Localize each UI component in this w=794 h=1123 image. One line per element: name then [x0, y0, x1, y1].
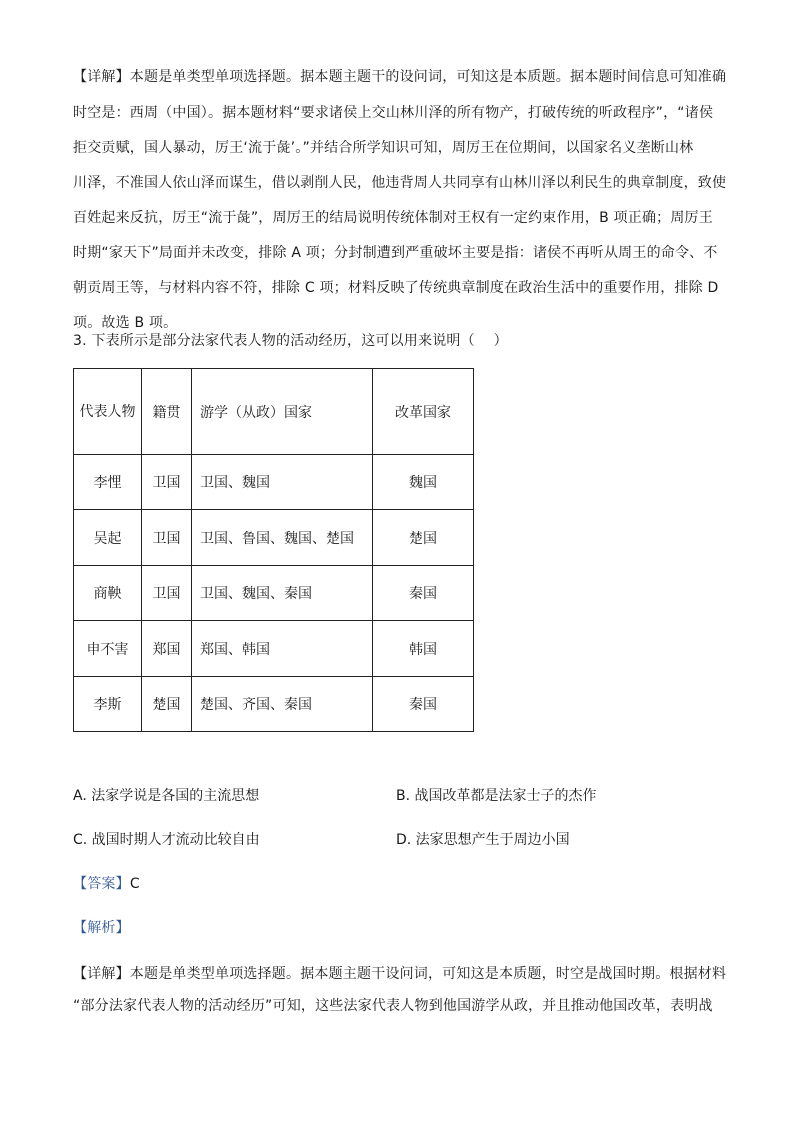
table-cell: 卫国、魏国	[192, 455, 373, 510]
detail-line: 时空是：西周（中国）。据本题材料“要求诸侯上交山林川泽的所有物产，打破传统的听政程序”，“诸侯	[73, 105, 714, 121]
detail-line: 【详解】本题是单类型单项选择题。据本题主题干设问词，可知这是本质题，时空是战国时期。根据材料	[73, 966, 727, 982]
detail-line: “部分法家代表人物的活动经历”可知，这些法家代表人物到他国游学从政，并且推动他国改革，表明战	[73, 998, 713, 1014]
table-row	[74, 621, 474, 677]
table-row	[74, 677, 474, 732]
detail-line: 拒交贡赋，国人暴动，厉王‘流于彘’。”并结合所学知识可知，周厉王在位期间，以国家名义垄断山林	[73, 140, 694, 156]
answer-label: 【答案】	[73, 876, 130, 892]
analysis-label: 【解析】	[73, 920, 130, 936]
table-cell: 李悝	[74, 455, 142, 510]
table-cell: 郑国、韩国	[192, 621, 373, 677]
answer-line	[73, 873, 140, 893]
table-cell: 卫国	[142, 566, 192, 621]
option-d: D. 法家思想产生于周边小国	[396, 832, 570, 848]
option-a: A. 法家学说是各国的主流思想	[73, 788, 260, 804]
table-cell: 楚国	[142, 677, 192, 732]
header-cell: 改革国家	[373, 369, 474, 455]
table-cell: 楚国	[373, 510, 474, 566]
legalist-table	[73, 368, 474, 732]
table-cell: 魏国	[373, 455, 474, 510]
table-cell: 卫国、鲁国、魏国、楚国	[192, 510, 373, 566]
detail-line: 项。故选 B 项。	[73, 315, 178, 331]
answer-value: C	[129, 876, 140, 892]
detail-line: 【详解】本题是单类型单项选择题。据本题主题干的设问词，可知这是本质题。据本题时间信息可知准确	[73, 69, 727, 85]
detail-line: 百姓起来反抗，厉王“流于彘”，周厉王的结局说明传统体制对王权有一定约束作用，B 项正确；周厉王	[73, 210, 713, 226]
table-cell: 李斯	[74, 677, 142, 732]
option-b: B. 战国改革都是法家士子的杰作	[396, 788, 597, 804]
table-header-row	[74, 369, 474, 455]
detail-line: 川泽，不准国人依山泽而谋生，借以剥削人民，他违背周人共同享有山林川泽以利民生的典章制度，致使	[73, 175, 727, 191]
table-row	[74, 510, 474, 566]
table-cell: 商鞅	[74, 566, 142, 621]
table-row	[74, 455, 474, 510]
header-cell: 籍贯	[142, 369, 192, 455]
table-cell: 卫国	[142, 510, 192, 566]
table-cell: 申不害	[74, 621, 142, 677]
table-cell: 秦国	[373, 677, 474, 732]
question-stem: 3. 下表所示是部分法家代表人物的活动经历，这可以用来说明（ ）	[73, 333, 508, 349]
table-cell: 楚国、齐国、秦国	[192, 677, 373, 732]
table-row	[74, 566, 474, 621]
detail-line: 时期“家天下”局面并未改变，排除 A 项；分封制遭到严重破坏主要是指：诸侯不再听从周王的命令、不	[73, 245, 718, 261]
table-cell: 韩国	[373, 621, 474, 677]
table-cell: 卫国、魏国、秦国	[192, 566, 373, 621]
header-cell: 代表人物	[74, 369, 142, 455]
table-cell: 卫国	[142, 455, 192, 510]
detail-line: 朝贡周王等，与材料内容不符，排除 C 项；材料反映了传统典章制度在政治生活中的重要作用，排除 D	[73, 280, 719, 296]
table-cell: 秦国	[373, 566, 474, 621]
option-c: C. 战国时期人才流动比较自由	[73, 832, 260, 848]
table-cell: 吴起	[74, 510, 142, 566]
table-cell: 郑国	[142, 621, 192, 677]
header-cell: 游学（从政）国家	[192, 369, 373, 455]
